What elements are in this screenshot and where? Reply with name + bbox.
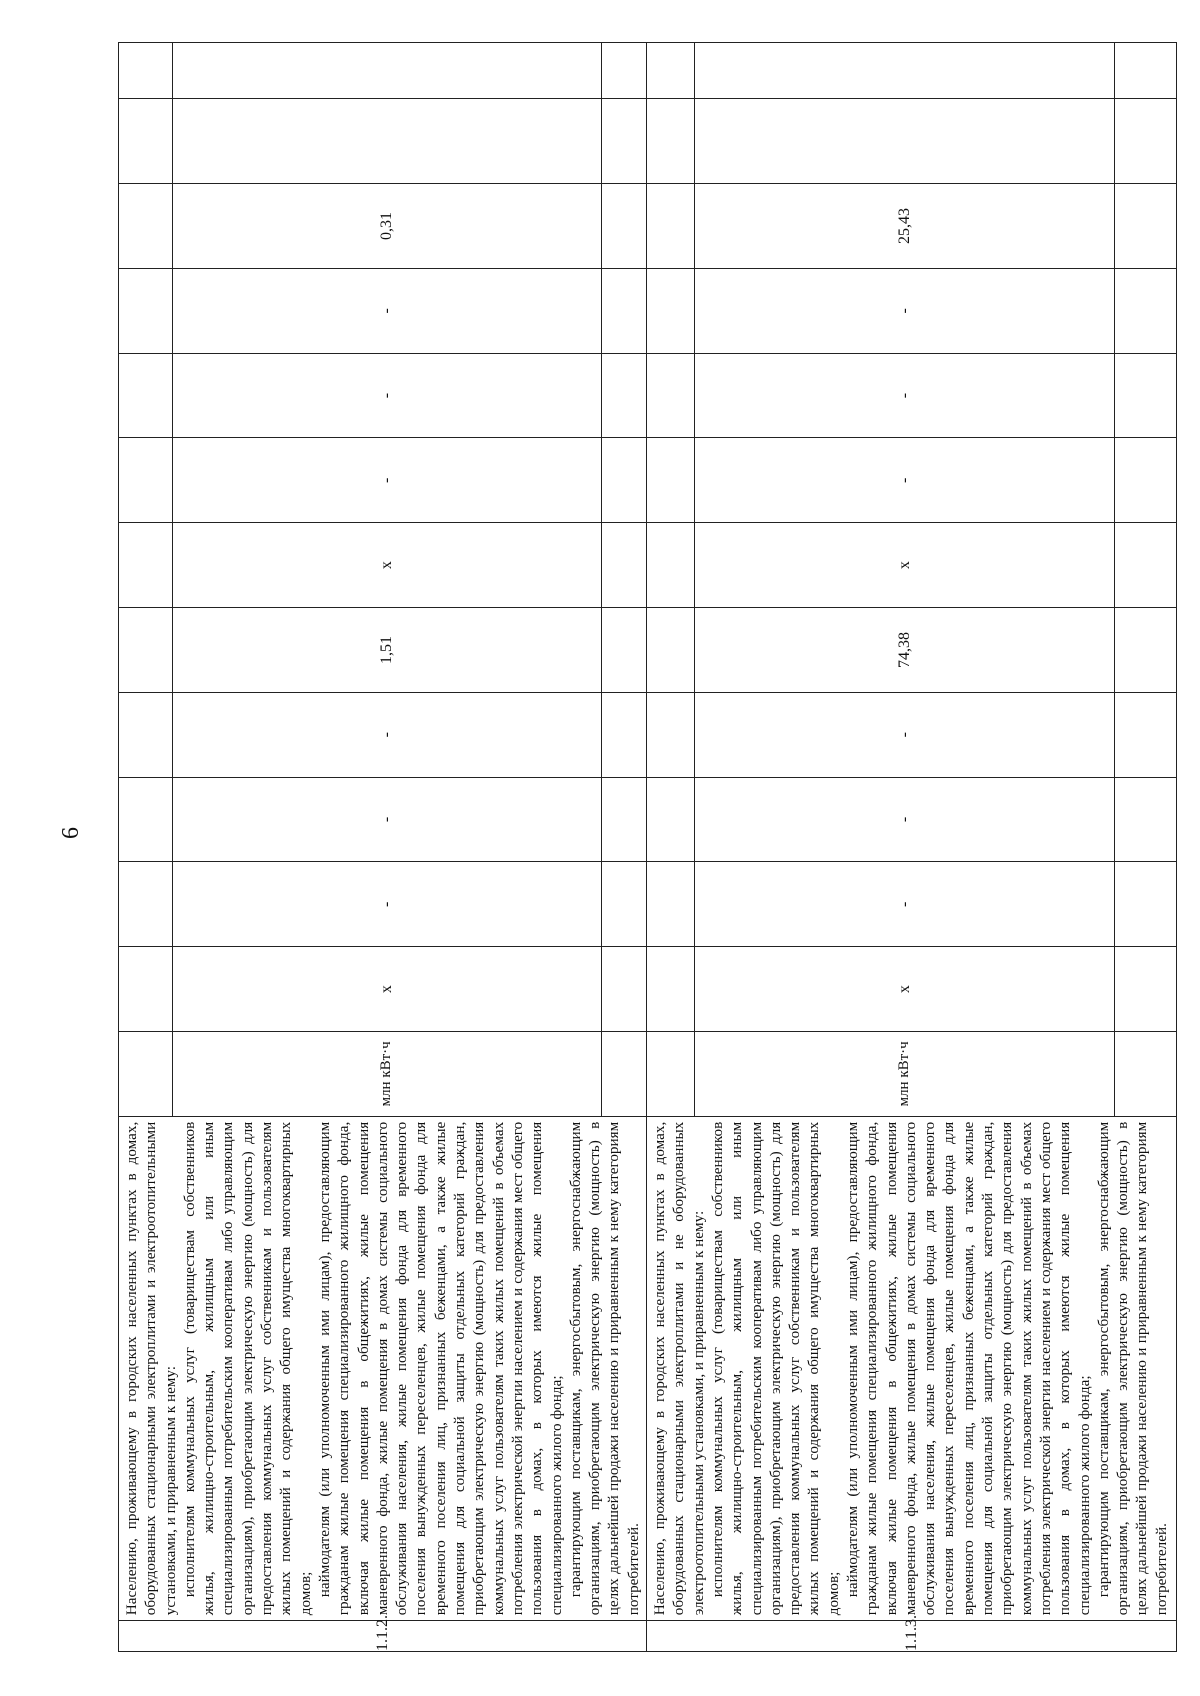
value-cell: х <box>172 523 601 608</box>
page-number: 6 <box>58 827 84 839</box>
value-cell: х <box>695 523 1115 608</box>
row-number: 1.1.2. <box>119 1621 647 1652</box>
description-paragraph: Населению, проживающему в городских населенных пунктах в домах, оборудованных стационарными электроплитами и не оборудованных электроотопительными установками, и приравненным к нему: <box>651 1121 707 1616</box>
unit-cell: млн кВт·ч <box>695 1031 1115 1116</box>
row-number: 1.1.3. <box>647 1621 1177 1652</box>
tariff-table <box>118 42 1177 1652</box>
rotated-table-sheet <box>118 42 1170 1652</box>
value-cell: - <box>172 353 601 438</box>
description-paragraph: Населению, проживающему в городских населенных пунктах в домах, оборудованных стационарными электроплитами и электроотопительными установками, и приравненным к нему: <box>123 1121 179 1616</box>
row-description <box>119 1116 647 1621</box>
description-paragraph: наймодателям (или уполномоченным ими лицам), предоставляющим гражданам жилые помещения специализированного жилищного фонда, включая жилые помещения в общежитиях, жилые помещения маневренного фонда, жилые помещения в домах системы социального обслуживания населения, жилые помещения фонда для временного поселения вынужденных переселенцев, жилые помещения фонда для временного поселения лиц, признанных беженцами, а также жилые помещения для социальной защиты отдельных категорий граждан, приобретающим электрическую энергию (мощность) для предоставления коммунальных услуг пользователям таких жилых помещений в объемах потребления электрической энергии населением и содержания мест общего пользования в домах, в которых имеются жилые помещения специализированного жилого фонда; <box>315 1121 565 1616</box>
value-cell: - <box>172 862 601 947</box>
value-cell: - <box>695 862 1115 947</box>
description-paragraph: наймодателям (или уполномоченным ими лицам), предоставляющим гражданам жилые помещения специализированного жилищного фонда, включая жилые помещения в общежитиях, жилые помещения маневренного фонда, жилые помещения в домах системы социального обслуживания населения, жилые помещения фонда для временного поселения вынужденных переселенцев, жилые помещения фонда для временного поселения лиц, признанных беженцами, а также жилые помещения для социальной защиты отдельных категорий граждан, приобретающим электрическую энергию (мощность) для предоставления коммунальных услуг пользователям таких жилых помещений в объемах потребления электрической энергии населением и содержания мест общего пользования в домах, в которых имеются жилые помещения специализированного жилого фонда; <box>843 1121 1093 1616</box>
value-cell: 1,51 <box>172 608 601 693</box>
value-cell: - <box>695 777 1115 862</box>
value-cell: 74,38 <box>695 608 1115 693</box>
value-cell: - <box>695 353 1115 438</box>
table-row <box>647 43 695 1652</box>
description-paragraph: гарантирующим поставщикам, энергосбытовым, энергоснабжающим организациям, приобретающим электрическую энергию (мощность) в целях дальнейшей продажи населению и приравненным к нему категориям потребителей. <box>566 1121 642 1616</box>
value-cell: - <box>695 438 1115 523</box>
value-cell: х <box>172 947 601 1032</box>
description-paragraph: исполнителям коммунальных услуг (товариществам собственников жилья, жилищно-строительным, жилищным или иным специализированным потребительским кооперативам либо управляющим организациям), приобретающим электрическую энергию (мощность) для предоставления коммунальных услуг собственникам и пользователям жилых помещений и содержания общего имущества многоквартирных домов; <box>708 1121 842 1616</box>
description-paragraph: гарантирующим поставщикам, энергосбытовым, энергоснабжающим организациям, приобретающим электрическую энергию (мощность) в целях дальнейшей продажи населению и приравненным к нему категориям потребителей. <box>1094 1121 1170 1616</box>
unit-cell: млн кВт·ч <box>172 1031 601 1116</box>
value-cell: - <box>172 777 601 862</box>
value-cell: 0,31 <box>172 184 601 269</box>
table-row <box>119 43 173 1652</box>
row-description <box>647 1116 1177 1621</box>
value-cell: - <box>172 438 601 523</box>
value-cell: - <box>172 268 601 353</box>
value-cell: - <box>695 692 1115 777</box>
value-cell: 25,43 <box>695 184 1115 269</box>
value-cell: - <box>172 692 601 777</box>
description-paragraph: исполнителям коммунальных услуг (товариществам собственников жилья, жилищно-строительным, жилищным или иным специализированным потребительским кооперативам либо управляющим организациям), приобретающим электрическую энергию (мощность) для предоставления коммунальных услуг собственникам и пользователям жилых помещений и содержания общего имущества многоквартирных домов; <box>180 1121 314 1616</box>
value-cell: - <box>695 268 1115 353</box>
value-cell: х <box>695 947 1115 1032</box>
